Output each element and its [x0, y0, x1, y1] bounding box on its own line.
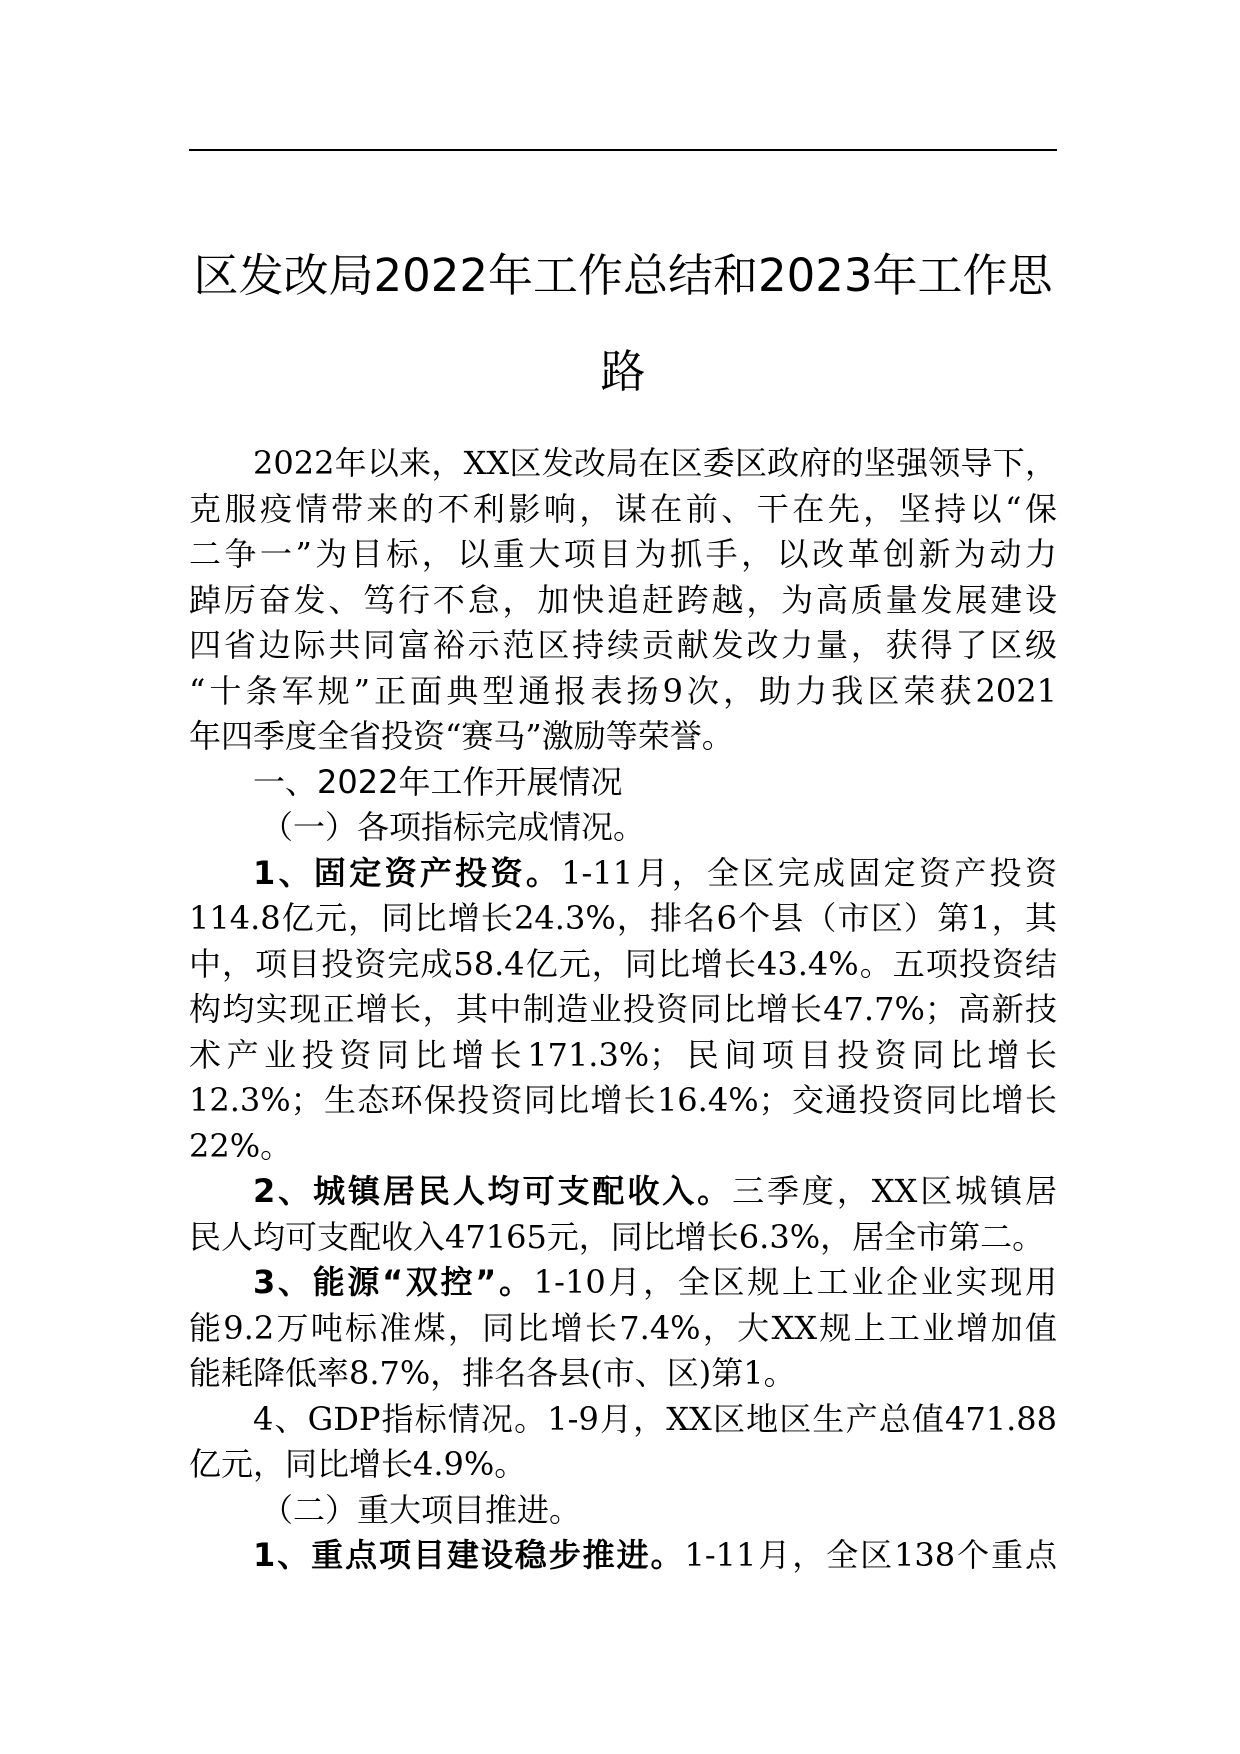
- intro-line: 2022年以来，XX区发改局在区委区政府的坚强领导下，: [253, 444, 1057, 482]
- item-1-line: 构均实现正增长，其中制造业投资同比增长47.7%；高新技: [189, 990, 1057, 1028]
- intro-line: 克服疫情带来的不利影响，谋在前、干在先，坚持以“保: [189, 489, 1057, 528]
- section-heading: 一、2022年工作开展情况: [253, 762, 623, 801]
- item-5-heading: 1、重点项目建设稳步推进。: [253, 1536, 685, 1574]
- document-title: [189, 228, 1057, 420]
- title-line-2: 路: [600, 345, 646, 398]
- item-2-first-line: [189, 1169, 1057, 1215]
- item-3-heading: 3、能源“双控”。: [253, 1263, 534, 1301]
- intro-line: 二争一”为目标，以重大项目为抓手，以改革创新为动力: [189, 535, 1057, 573]
- title-line-1: 区发改局2022年工作总结和2023年工作思: [193, 249, 1053, 302]
- header-rule: [189, 149, 1057, 151]
- item-2-heading: 2、城镇居民人均可支配收入。: [253, 1172, 733, 1210]
- item-5-first-line: [189, 1533, 1057, 1579]
- item-3-line: 能9.2万吨标准煤，同比增长7.4%，大XX规上工业增加值: [189, 1308, 1057, 1347]
- item-2-text: 三季度，XX区城镇居: [732, 1172, 1057, 1210]
- item-1-first-line: [189, 851, 1057, 897]
- subsection-heading: （二）重大项目推进。: [261, 1490, 582, 1529]
- intro-line: 年四季度全省投资“赛马”激励等荣誉。: [189, 717, 734, 755]
- item-1-line: 中，项目投资完成58.4亿元，同比增长43.4%。五项投资结: [189, 944, 1057, 983]
- intro-line: 踔厉奋发、笃行不怠，加快追赶跨越，为高质量发展建设: [189, 580, 1057, 619]
- item-4-line: 亿元，同比增长4.9%。: [189, 1445, 527, 1483]
- intro-line: “十条军规”正面典型通报表扬9次，助力我区荣获2021: [189, 671, 1057, 710]
- item-1-line: 术产业投资同比增长171.3%；民间项目投资同比增长: [189, 1035, 1057, 1074]
- item-4-first-line: 4、GDP指标情况。1-9月，XX区地区生产总值471.88: [253, 1399, 1057, 1438]
- item-1-text: 1-11月，全区完成固定资产投资: [561, 853, 1057, 892]
- subsection-heading: （一）各项指标完成情况。: [261, 808, 646, 846]
- item-2-line: 民人均可支配收入47165元，同比增长6.3%，居全市第二。: [189, 1217, 1045, 1256]
- item-5-text: 1-11月，全区138个重点: [684, 1536, 1057, 1574]
- item-1-line: 22%。: [189, 1126, 293, 1165]
- item-1-heading: 1、固定资产投资。: [253, 853, 562, 892]
- item-1-line: 12.3%；生态环保投资同比增长16.4%；交通投资同比增长: [189, 1081, 1057, 1119]
- document-body: [189, 441, 1057, 1579]
- item-3-text: 1-10月，全区规上工业企业实现用: [533, 1263, 1057, 1301]
- intro-line: 四省边际共同富裕示范区持续贡献发改力量，获得了区级: [189, 626, 1057, 664]
- item-3-line: 能耗降低率8.7%，排名各县(市、区)第1。: [189, 1354, 796, 1392]
- item-1-line: 114.8亿元，同比增长24.3%，排名6个县（市区）第1，其: [189, 899, 1057, 937]
- item-3-first-line: [189, 1260, 1057, 1306]
